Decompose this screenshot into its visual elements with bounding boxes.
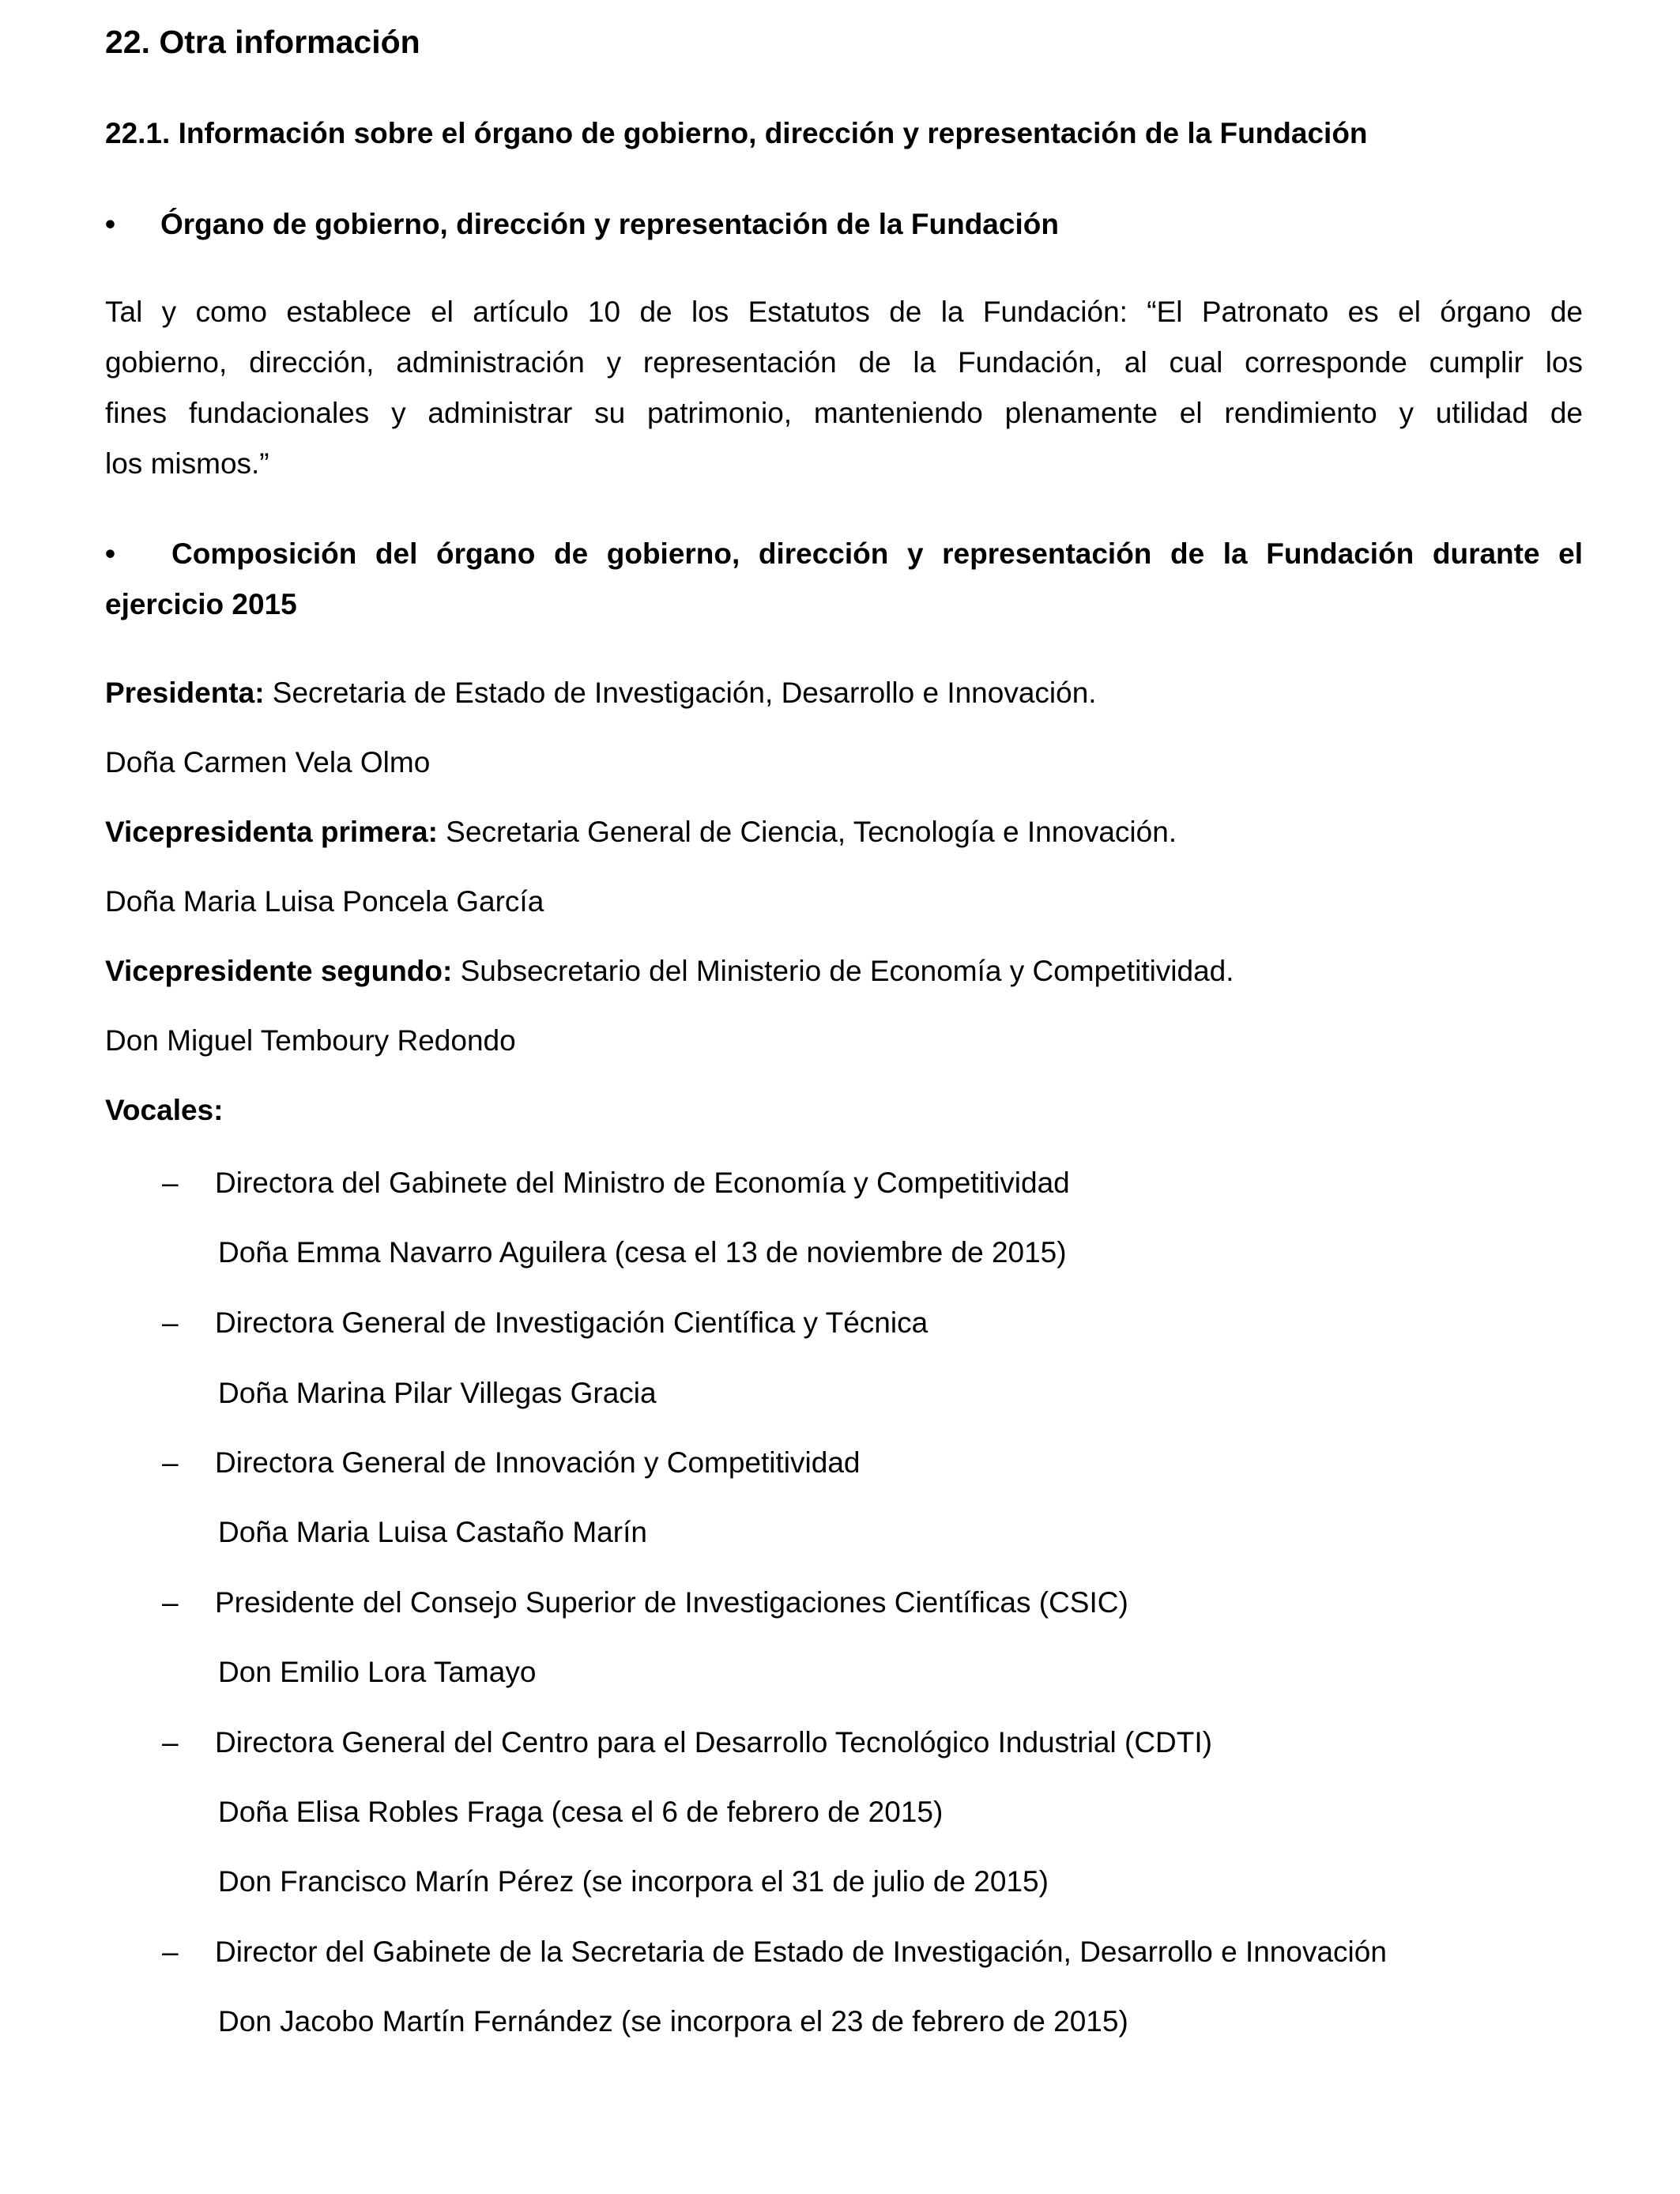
vocal-title: Directora General de Investigación Científica y Técnica <box>215 1306 929 1339</box>
officer-vicepresidenta-primera <box>105 808 1583 857</box>
bullet-text-composicion-line-1: Composición del órgano de gobierno, dirección y representación de la Fundación durante el <box>171 537 1583 570</box>
vocal-person: Don Francisco Marín Pérez (se incorpora el 31 de julio de 2015) <box>218 1865 1049 1898</box>
paragraph-line-2: gobierno, dirección, administración y representación de la Fundación, al cual corresponde cumplir los <box>105 346 1583 379</box>
vocal-person: Doña Emma Navarro Aguilera (cesa el 13 de noviembre de 2015) <box>218 1236 1067 1269</box>
dash-icon: – <box>162 1167 179 1199</box>
vocal-person: Doña Elisa Robles Fraga (cesa el 6 de febrero de 2015) <box>218 1796 944 1828</box>
bullet-text-composicion-line-2: ejercicio 2015 <box>105 588 297 620</box>
dash-icon: – <box>162 1306 179 1339</box>
vocal-title: Director del Gabinete de la Secretaria de Estado de Investigación, Desarrollo e Innovación <box>215 1936 1387 1968</box>
vocales-heading: Vocales: <box>105 1094 224 1126</box>
subsection-title: 22.1. Información sobre el órgano de gobierno, dirección y representación de la Fundación <box>105 117 1368 149</box>
officer-role: Vicepresidenta primera: <box>105 816 438 848</box>
officer-position: Secretaria de Estado de Investigación, Desarrollo e Innovación. <box>264 677 1097 709</box>
officer-person: Doña Maria Luisa Poncela García <box>105 885 544 918</box>
officer-person: Don Miguel Temboury Redondo <box>105 1024 516 1057</box>
vocal-person: Doña Maria Luisa Castaño Marín <box>218 1516 647 1548</box>
paragraph-line-4: los mismos.” <box>105 447 269 480</box>
officer-vicepresidente-segundo <box>105 947 1583 996</box>
officer-position: Secretaria General de Ciencia, Tecnología e Innovación. <box>437 816 1177 848</box>
vocal-person: Doña Marina Pilar Villegas Gracia <box>218 1377 657 1409</box>
section-title: 22. Otra información <box>105 24 420 60</box>
bullet-icon: • <box>105 537 115 570</box>
vocal-title: Directora General de Innovación y Competitividad <box>215 1446 861 1479</box>
vocal-title: Presidente del Consejo Superior de Investigaciones Científicas (CSIC) <box>215 1586 1128 1619</box>
vocal-person: Don Emilio Lora Tamayo <box>218 1656 537 1688</box>
bullet-icon: • <box>105 208 115 240</box>
paragraph-line-3: fines fundacionales y administrar su patrimonio, manteniendo plenamente el rendimiento y utilidad de <box>105 397 1583 429</box>
officer-position: Subsecretario del Ministerio de Economía y Competitividad. <box>452 955 1234 987</box>
dash-icon: – <box>162 1446 179 1479</box>
officer-role: Presidenta: <box>105 677 265 709</box>
dash-icon: – <box>162 1726 179 1759</box>
bullet-text-organo: Órgano de gobierno, dirección y representación de la Fundación <box>160 208 1059 240</box>
dash-icon: – <box>162 1936 179 1968</box>
vocal-title: Directora del Gabinete del Ministro de Economía y Competitividad <box>215 1167 1070 1199</box>
officer-role: Vicepresidente segundo: <box>105 955 453 987</box>
vocal-person: Don Jacobo Martín Fernández (se incorpora el 23 de febrero de 2015) <box>218 2005 1128 2038</box>
officer-presidenta <box>105 669 1583 718</box>
dash-icon: – <box>162 1586 179 1619</box>
vocal-title: Directora General del Centro para el Desarrollo Tecnológico Industrial (CDTI) <box>215 1726 1212 1759</box>
officer-person: Doña Carmen Vela Olmo <box>105 746 431 778</box>
paragraph-line-1: Tal y como establece el artículo 10 de los Estatutos de la Fundación: “El Patronato es el órgano de <box>105 296 1583 328</box>
